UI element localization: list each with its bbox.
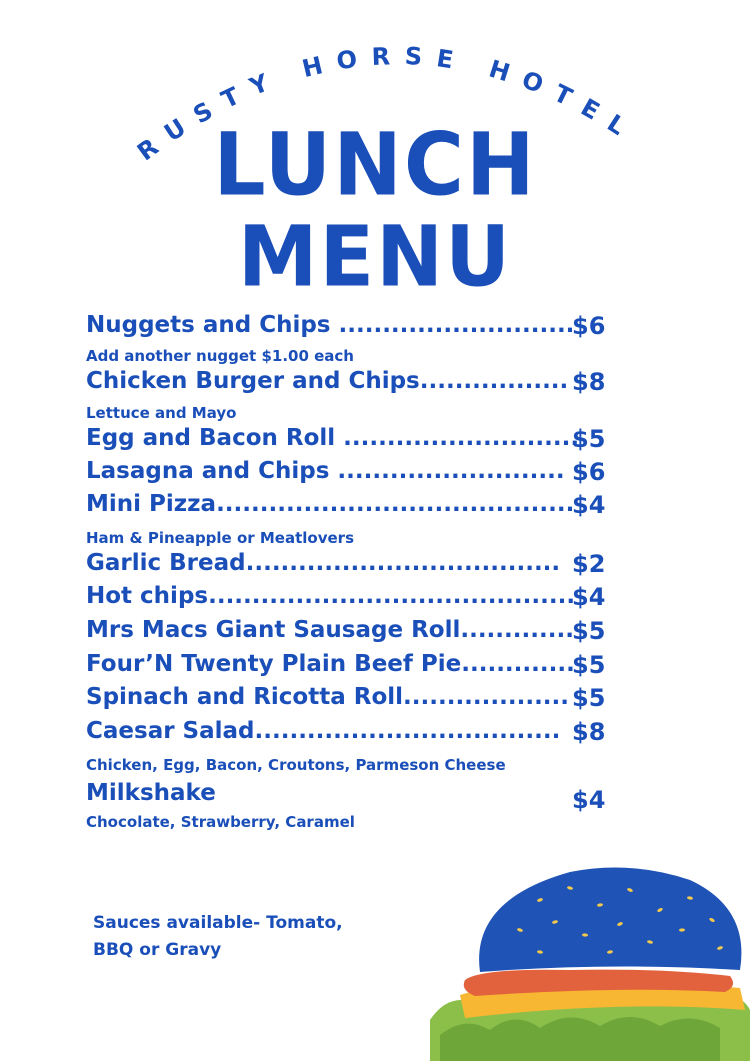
menu-item-price: $4 — [572, 491, 606, 519]
menu-item-note: Chocolate, Strawberry, Caramel — [86, 813, 355, 831]
menu-item-price: $5 — [572, 617, 606, 645]
menu-item-price: $6 — [572, 312, 606, 340]
menu-item — [86, 550, 606, 580]
menu-item-price: $5 — [572, 651, 606, 679]
menu-item-price: $4 — [572, 786, 606, 814]
menu-item-name: Spinach and Ricotta Roll................... — [86, 684, 570, 710]
menu-item-name: Egg and Bacon Roll ........................... — [86, 425, 580, 451]
sauces-line: BBQ or Gravy — [93, 940, 222, 960]
title-menu: MENU — [237, 207, 513, 306]
menu-item-note: Ham & Pineapple or Meatlovers — [86, 529, 354, 547]
menu-item-price: $5 — [572, 684, 606, 712]
menu-item — [86, 491, 606, 521]
menu-item — [86, 583, 606, 613]
menu-item-price: $5 — [572, 425, 606, 453]
menu-item — [86, 617, 606, 647]
menu-item-price: $6 — [572, 458, 606, 486]
menu-item — [86, 458, 606, 488]
menu-item-name: Caesar Salad................................... — [86, 718, 561, 744]
sauces-line: Sauces available- Tomato, — [93, 913, 343, 933]
menu-item-name: Lasagna and Chips .......................... — [86, 458, 565, 484]
menu-item-name: Hot chips.......................................... — [86, 583, 576, 609]
menu-item — [86, 780, 606, 814]
burger-illustration — [420, 860, 750, 1061]
menu-item — [86, 425, 606, 455]
bun-icon — [479, 868, 741, 973]
menu-item-name: Mrs Macs Giant Sausage Roll............. — [86, 617, 574, 643]
menu-item — [86, 651, 606, 681]
menu-item-price: $2 — [572, 550, 606, 578]
menu-item — [86, 718, 606, 748]
menu-item-name: Garlic Bread.................................... — [86, 550, 561, 576]
menu-item-note: Add another nugget $1.00 each — [86, 347, 354, 365]
menu-item — [86, 312, 606, 342]
menu-item-name: Chicken Burger and Chips................. — [86, 368, 569, 394]
menu-item-name: Milkshake — [86, 780, 216, 806]
menu-item-price: $8 — [572, 368, 606, 396]
menu-item — [86, 684, 606, 714]
menu-item — [86, 368, 606, 398]
menu-item-price: $8 — [572, 718, 606, 746]
menu-item-price: $4 — [572, 583, 606, 611]
menu-item-name: Mini Pizza......................................... — [86, 491, 575, 517]
sauces-note — [93, 910, 373, 964]
hotel-name: RUSTY HORSE HOTEL — [132, 41, 643, 167]
title-lunch: LUNCH — [213, 115, 537, 216]
menu-item-note: Chicken, Egg, Bacon, Croutons, Parmeson Cheese — [86, 756, 506, 774]
menu-item-note: Lettuce and Mayo — [86, 404, 237, 422]
menu-item-name: Four’N Twenty Plain Beef Pie............. — [86, 651, 575, 677]
menu-item-name: Nuggets and Chips ........................... — [86, 312, 575, 338]
